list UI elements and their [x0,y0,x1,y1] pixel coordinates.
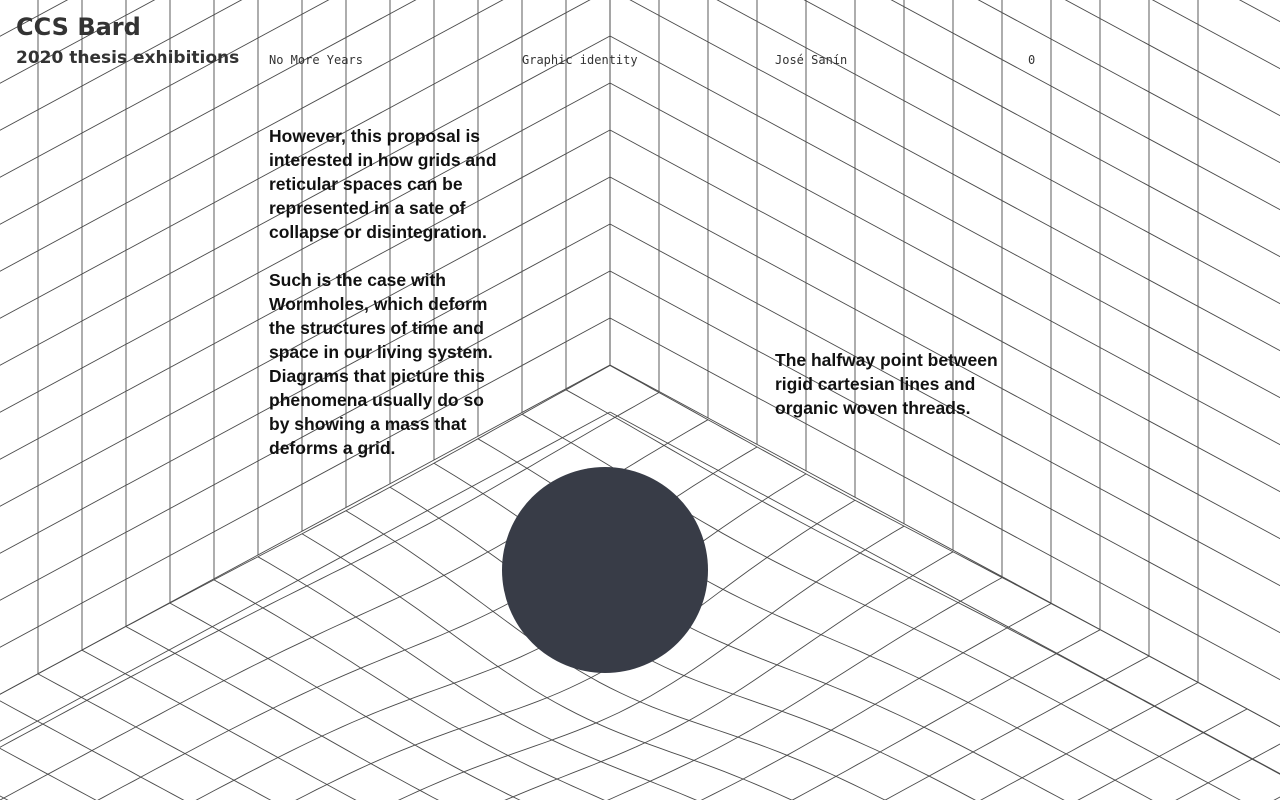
floor-line [0,683,1198,800]
project-category: Graphic identity [522,53,638,67]
floor-line [0,721,1175,800]
floor-line [0,656,1149,800]
wall-line [610,0,1280,220]
floor-line [22,709,1247,800]
wall-line [610,0,1280,32]
floor-line [214,580,1280,800]
floor-line [0,526,904,800]
floor-line [0,552,953,800]
wall-line [610,130,1280,502]
project-name: No More Years [269,53,363,67]
wall-line [610,271,1280,643]
floor-line [0,698,1219,800]
floor-line [258,557,1280,800]
halfway-paragraph: The halfway point between rigid cartesian lines and organic woven threads. [775,350,998,418]
wall-line [610,0,1280,79]
wall-line [610,0,1280,267]
floor-line [0,745,1131,800]
proposal-paragraph: However, this proposal is interested in how grids and reticular spaces can be represented in a sate of collapse or disintegration. [269,126,497,242]
floor-line [0,500,855,800]
wall-line [610,0,1280,314]
site-title[interactable]: CCS Bard [16,13,141,41]
floor-line [170,603,1280,800]
floor-line [120,762,1280,800]
floor-line [302,534,1280,800]
floor-line [169,788,1280,800]
wall-line [610,0,1280,173]
wormholes-paragraph: Such is the case with Wormholes, which deform the structures of time and space in our living system. Diagrams that picture this phenomena usually do so by showing a mass that deforms a grid. [269,270,493,458]
floor-line [0,578,1002,800]
mass-sphere [502,467,708,673]
wall-line [610,0,1280,361]
wall-line [610,0,1280,126]
project-author: José Sanín [775,53,848,67]
floor-line [126,627,1280,800]
site-subtitle[interactable]: 2020 thesis exhibitions [16,48,240,68]
project-counter: 0 [1028,53,1036,67]
floor-line [346,511,1280,800]
